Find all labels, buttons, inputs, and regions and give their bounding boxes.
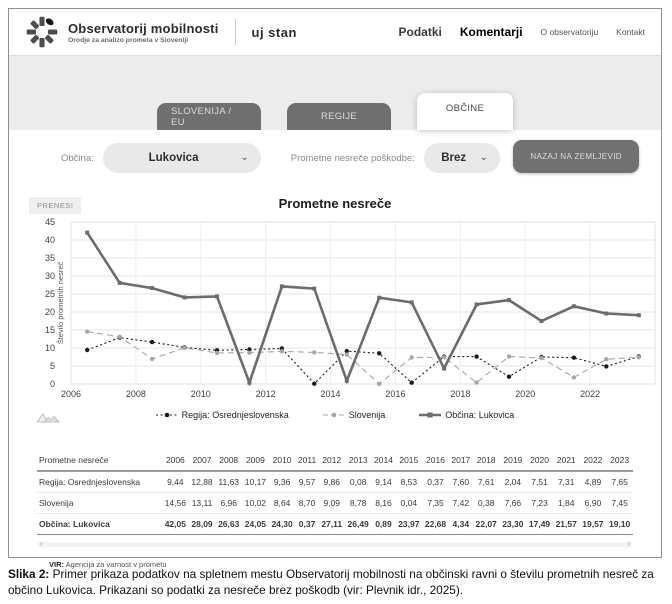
table-header-row: [37, 450, 633, 471]
table-cell: 8,64: [269, 493, 296, 514]
svg-text:45: 45: [44, 217, 55, 227]
svg-text:2020: 2020: [515, 389, 536, 399]
svg-text:30: 30: [44, 271, 55, 281]
table-year-header: 2023: [606, 450, 633, 471]
table-cell: 7,45: [606, 493, 633, 514]
table-cell: 11,63: [215, 471, 242, 493]
table-year-header: 2018: [473, 450, 500, 471]
svg-text:2014: 2014: [320, 389, 341, 399]
table-cell: 7,31: [553, 471, 580, 493]
line-chart: [15, 214, 663, 410]
table-cell: 23,30: [500, 514, 527, 535]
nav-o-observatoriju[interactable]: O observatoriju: [540, 27, 599, 37]
svg-text:2016: 2016: [385, 389, 406, 399]
table-cell: 26,49: [345, 514, 372, 535]
back-to-map-button[interactable]: NAZAJ NA ZEMLJEVID: [513, 140, 639, 173]
table-year-header: 2010: [269, 450, 296, 471]
tab-obcine[interactable]: OBČINE: [417, 93, 513, 130]
area-chart-icon[interactable]: [35, 411, 61, 424]
table-cell: 4,34: [449, 514, 473, 535]
table-year-header: 2015: [395, 450, 422, 471]
obcina-label: Občina:: [61, 152, 94, 164]
poskodbe-select[interactable]: [424, 143, 500, 173]
table-year-header: 2013: [345, 450, 372, 471]
table-cell: 8,16: [372, 493, 396, 514]
table-cell: 12,88: [189, 471, 216, 493]
header-divider: [235, 19, 236, 45]
table-cell: 9,44: [162, 471, 189, 493]
table-cell: 7,51: [526, 471, 553, 493]
table-row-label: Slovenija: [37, 493, 162, 514]
table-cell: 7,61: [473, 471, 500, 493]
svg-text:35: 35: [44, 253, 55, 263]
table-year-header: 2017: [449, 450, 473, 471]
chart-title: Prometne nesreče: [278, 196, 392, 211]
table-cell: 7,60: [449, 471, 473, 493]
table-section: [37, 450, 633, 535]
svg-text:25: 25: [44, 289, 55, 299]
table-cell: 23,97: [395, 514, 422, 535]
table-row: [37, 471, 633, 493]
table-year-header: 2007: [189, 450, 216, 471]
table-year-header: 2011: [295, 450, 318, 471]
svg-text:10: 10: [44, 343, 55, 353]
table-cell: 7,35: [422, 493, 449, 514]
legend-item: [156, 410, 289, 420]
table-year-header: 2009: [242, 450, 269, 471]
chevron-down-icon: ⌄: [479, 152, 488, 163]
legend-item: [419, 410, 514, 420]
brand-text: [68, 21, 219, 44]
table-header-label: Prometne nesreče: [37, 450, 162, 471]
table-cell: 14,56: [162, 493, 189, 514]
nav-podatki[interactable]: Podatki: [398, 25, 442, 39]
table-cell: 22,68: [422, 514, 449, 535]
legend-swatch-icon: [419, 411, 441, 419]
table-cell: 21,57: [553, 514, 580, 535]
poskodbe-value: Brez: [441, 152, 467, 164]
table-cell: 0,38: [473, 493, 500, 514]
tab-bar: [157, 93, 513, 130]
svg-text:0: 0: [49, 379, 55, 389]
chevron-down-icon: ⌄: [240, 152, 249, 163]
chart-legend: [9, 410, 661, 420]
table-cell: 22,07: [473, 514, 500, 535]
table-cell: 9,86: [319, 471, 345, 493]
table-cell: 8,70: [295, 493, 318, 514]
obcina-select[interactable]: [103, 143, 261, 173]
table-cell: 9,57: [295, 471, 318, 493]
obcina-value: Lukovica: [148, 152, 199, 164]
table-cell: 24,30: [269, 514, 296, 535]
table-cell: 24,05: [242, 514, 269, 535]
table-cell: 7,23: [526, 493, 553, 514]
legend-row: [9, 410, 661, 426]
table-cell: 4,89: [580, 471, 607, 493]
table-cell: 19,57: [580, 514, 607, 535]
legend-swatch-icon: [323, 411, 345, 419]
legend-swatch-icon: [156, 411, 178, 419]
table-cell: 9,36: [269, 471, 296, 493]
scroll-right-icon[interactable]: ›: [627, 539, 630, 548]
table-cell: 9,09: [319, 493, 345, 514]
brand-title: Observatorij mobilnosti: [68, 20, 219, 36]
table-year-header: 2022: [580, 450, 607, 471]
brand-subtitle: Orodje za analizo prometa v Sloveniji: [68, 36, 189, 44]
table-cell: 2,04: [500, 471, 527, 493]
table-cell: 6,90: [580, 493, 607, 514]
legend-label: Občina: Lukovica: [445, 410, 515, 420]
table-year-header: 2014: [372, 450, 396, 471]
figure-caption: [8, 566, 666, 599]
table-cell: 17,49: [526, 514, 553, 535]
svg-text:5: 5: [49, 361, 55, 371]
svg-text:2008: 2008: [125, 389, 146, 399]
table-year-header: 2021: [553, 450, 580, 471]
tab-slovenija-eu[interactable]: SLOVENIJA / EU: [157, 103, 261, 130]
table-year-header: 2012: [319, 450, 345, 471]
legend-item: [323, 410, 386, 420]
svg-text:40: 40: [44, 235, 55, 245]
svg-text:2012: 2012: [255, 389, 276, 399]
table-year-header: 2020: [526, 450, 553, 471]
site-frame: [8, 8, 662, 569]
tab-regije[interactable]: REGIJE: [287, 103, 391, 130]
observatorij-logo-icon: [25, 15, 59, 49]
brand: [25, 15, 219, 49]
table-cell: 9,14: [372, 471, 396, 493]
table-year-header: 2008: [215, 450, 242, 471]
nav-komentarji[interactable]: Komentarji: [459, 25, 523, 39]
header-nav: [399, 25, 646, 39]
table-row-label: Regija: Osrednjeslovenska: [37, 471, 162, 493]
table-cell: 0,08: [345, 471, 372, 493]
table-cell: 10,02: [242, 493, 269, 514]
caption-label: Slika 2:: [8, 567, 50, 581]
table-cell: 27,11: [319, 514, 345, 535]
table-cell: 8,78: [345, 493, 372, 514]
caption-text: Primer prikaza podatkov na spletnem mestu Observatorij mobilnosti na občinski ravni o številu prometnih nesreč za občino Lukovica. Prikazani so podatki za nesreče brez poškodb (vir: Plevnik idr., 2025).: [8, 567, 654, 598]
svg-text:Število prometnih nesreč: Število prometnih nesreč: [56, 261, 65, 345]
table-cell: 0,89: [372, 514, 396, 535]
table-row: [37, 493, 633, 514]
partner-logo: uj stan: [251, 24, 297, 40]
nav-kontakt[interactable]: Kontakt: [616, 27, 645, 37]
table-cell: 26,63: [215, 514, 242, 535]
chart-section: [9, 196, 661, 426]
table-cell: 7,66: [500, 493, 527, 514]
source-text: Agencija za varnost v prometu: [64, 560, 167, 569]
table-cell: 0,37: [295, 514, 318, 535]
svg-text:2022: 2022: [580, 389, 601, 399]
table-horizontal-scrollbar[interactable]: [37, 539, 633, 548]
svg-text:20: 20: [44, 307, 55, 317]
table-cell: 6,96: [215, 493, 242, 514]
table-cell: 1,84: [553, 493, 580, 514]
table-cell: 0,04: [395, 493, 422, 514]
table-cell: 7,65: [606, 471, 633, 493]
download-button[interactable]: PRENESI: [29, 197, 81, 214]
data-table: [37, 450, 633, 535]
source-label: VIR:: [49, 560, 64, 569]
filter-row: [9, 130, 661, 186]
table-year-header: 2006: [162, 450, 189, 471]
table-cell: 8,53: [395, 471, 422, 493]
svg-text:2010: 2010: [190, 389, 211, 399]
table-cell: 28,09: [189, 514, 216, 535]
table-cell: 42,05: [162, 514, 189, 535]
table-year-header: 2016: [422, 450, 449, 471]
tab-band: [9, 55, 661, 130]
svg-text:2006: 2006: [60, 389, 82, 399]
table-cell: 0,37: [422, 471, 449, 493]
table-cell: 7,42: [449, 493, 473, 514]
svg-text:15: 15: [44, 325, 55, 335]
table-cell: 19,10: [606, 514, 633, 535]
legend-label: Regija: Osrednjeslovenska: [181, 410, 289, 420]
table-row: [37, 514, 633, 535]
poskodbe-label: Prometne nesreče poškodbe:: [290, 152, 415, 164]
table-row-label: Občina: Lukovica: [37, 514, 162, 535]
legend-label: Slovenija: [348, 410, 386, 420]
table-cell: 10,17: [242, 471, 269, 493]
table-cell: 13,11: [189, 493, 216, 514]
site-header: [9, 9, 661, 55]
svg-text:2018: 2018: [450, 389, 471, 399]
scroll-left-icon[interactable]: ‹: [40, 539, 43, 548]
table-year-header: 2019: [500, 450, 527, 471]
